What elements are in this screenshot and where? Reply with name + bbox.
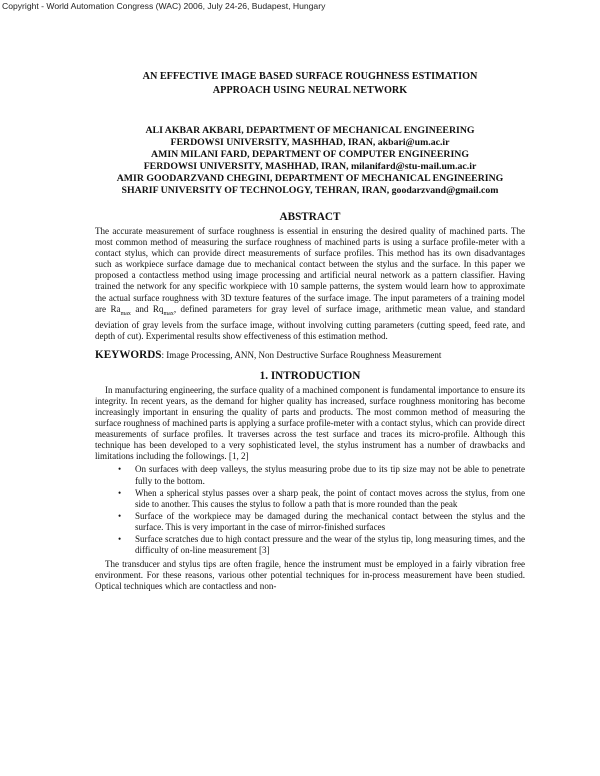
abstract-text-end: , defined parameters for gray level of surface image, arithmetic mean value, and standard deviation of gray levels from the surface image, without involving cutting parameters (cutting speed, feed rate, and depth of cut). Experimental results show effectiveness of this estimation method. xyxy=(95,303,525,341)
list-item xyxy=(118,510,525,533)
introduction-heading: 1. INTRODUCTION xyxy=(259,369,361,382)
intro-paragraph-2: The transducer and stylus tips are often fragile, hence the instrument must be employed in a fairly vibration free environment. For these reasons, various other potential techniques for in-process measurement have been studied. Optical techniques which are contactless and non- xyxy=(95,559,525,592)
ra-subscript: max xyxy=(120,310,131,317)
abstract-text-start: The accurate measurement of surface roughness is essential in ensuring the desired quality of machined parts. The most common method of measuring the surface roughness of machined parts is using a surface profile-meter with a contact stylus, which can provide direct measurements of surface profiles. This method has its own disadvantages such as workpiece surface damage due to mechanical contact between the stylus and the surface. In this paper we proposed a contactless method using image processing and artificial neural network as a pattern classifier. Having trained the network for any specific workpiece with 10 sample patterns, the system would learn how to approximate the actual surface roughness with 3D texture features of the surface image. The input parameters of a training model are Ra xyxy=(95,226,525,314)
list-item-text: Surface scratches due to high contact pressure and the wear of the stylus tip, long measuring times, and the difficulty of on-line measurement [3] xyxy=(135,534,525,556)
keywords-text: : Image Processing, ANN, Non Destructive Surface Roughness Measurement xyxy=(161,349,442,360)
list-item xyxy=(118,487,525,510)
keywords-line xyxy=(95,350,525,361)
author-block xyxy=(95,125,525,197)
author-line: SHARIF UNIVERSITY OF TECHNOLOGY, TEHRAN, IRAN, goodarzvand@gmail.com xyxy=(121,185,499,196)
list-item-text: When a spherical stylus passes over a sharp peak, the point of contact moves across the stylus, from one side to another. This causes the stylus to follow a path that is more rounded than the peak xyxy=(135,487,525,509)
list-item-text: Surface of the workpiece may be damaged during the mechanical contact between the stylus and the surface. This is very important in the case of mirror-finished surfaces xyxy=(135,510,525,532)
author-line: AMIR GOODARZVAND CHEGINI, DEPARTMENT OF MECHANICAL ENGINEERING xyxy=(116,173,504,184)
title-line: AN EFFECTIVE IMAGE BASED SURFACE ROUGHNESS ESTIMATION xyxy=(142,71,478,82)
keywords-label: KEYWORDS xyxy=(95,348,162,361)
rq-subscript: max xyxy=(163,310,174,317)
limitations-list xyxy=(95,464,525,556)
paper-title xyxy=(95,70,525,97)
list-item-text: On surfaces with deep valleys, the stylus measuring probe due to its tip size may not be able to penetrate fully to the bottom. xyxy=(135,464,525,486)
bullet-icon: • xyxy=(118,510,122,521)
bullet-icon: • xyxy=(118,464,122,475)
author-line: ALI AKBAR AKBARI, DEPARTMENT OF MECHANICAL ENGINEERING xyxy=(145,125,475,136)
abstract-heading: ABSTRACT xyxy=(279,211,341,223)
bullet-icon: • xyxy=(118,487,122,498)
list-item xyxy=(118,534,525,556)
bullet-icon: • xyxy=(118,534,122,545)
author-line: FERDOWSI UNIVERSITY, MASHHAD, IRAN, milanifard@stu-mail.um.ac.ir xyxy=(143,161,477,172)
author-line: FERDOWSI UNIVERSITY, MASHHAD, IRAN, akbari@um.ac.ir xyxy=(170,137,450,148)
paper-page xyxy=(95,70,525,593)
title-line: APPROACH USING NEURAL NETWORK xyxy=(212,84,408,96)
intro-paragraph-1: In manufacturing engineering, the surface quality of a machined component is fundamental importance to ensure its integrity. In recent years, as the demand for higher quality has increased, surface roughness monitoring has become increasingly important in ensuring the quality of parts and products. The most common method of measuring the surface roughness of machined parts is applying a surface profile-meter with a contact stylus, which can provide direct measurements of surface profiles. It traverses across the test surface and traces its micro-profile. Although this technique has been developed to a very sophisticated level, the stylus instrument has a number of drawbacks and limitations including the followings. [1, 2] xyxy=(95,384,525,462)
abstract-text xyxy=(95,226,525,342)
copyright-notice: Copyright - World Automation Congress (WAC) 2006, July 24-26, Budapest, Hungary xyxy=(2,1,326,11)
list-item xyxy=(118,464,525,486)
abstract-text-mid: and Rq xyxy=(130,303,164,314)
author-line: AMIN MILANI FARD, DEPARTMENT OF COMPUTER ENGINEERING xyxy=(151,149,469,160)
